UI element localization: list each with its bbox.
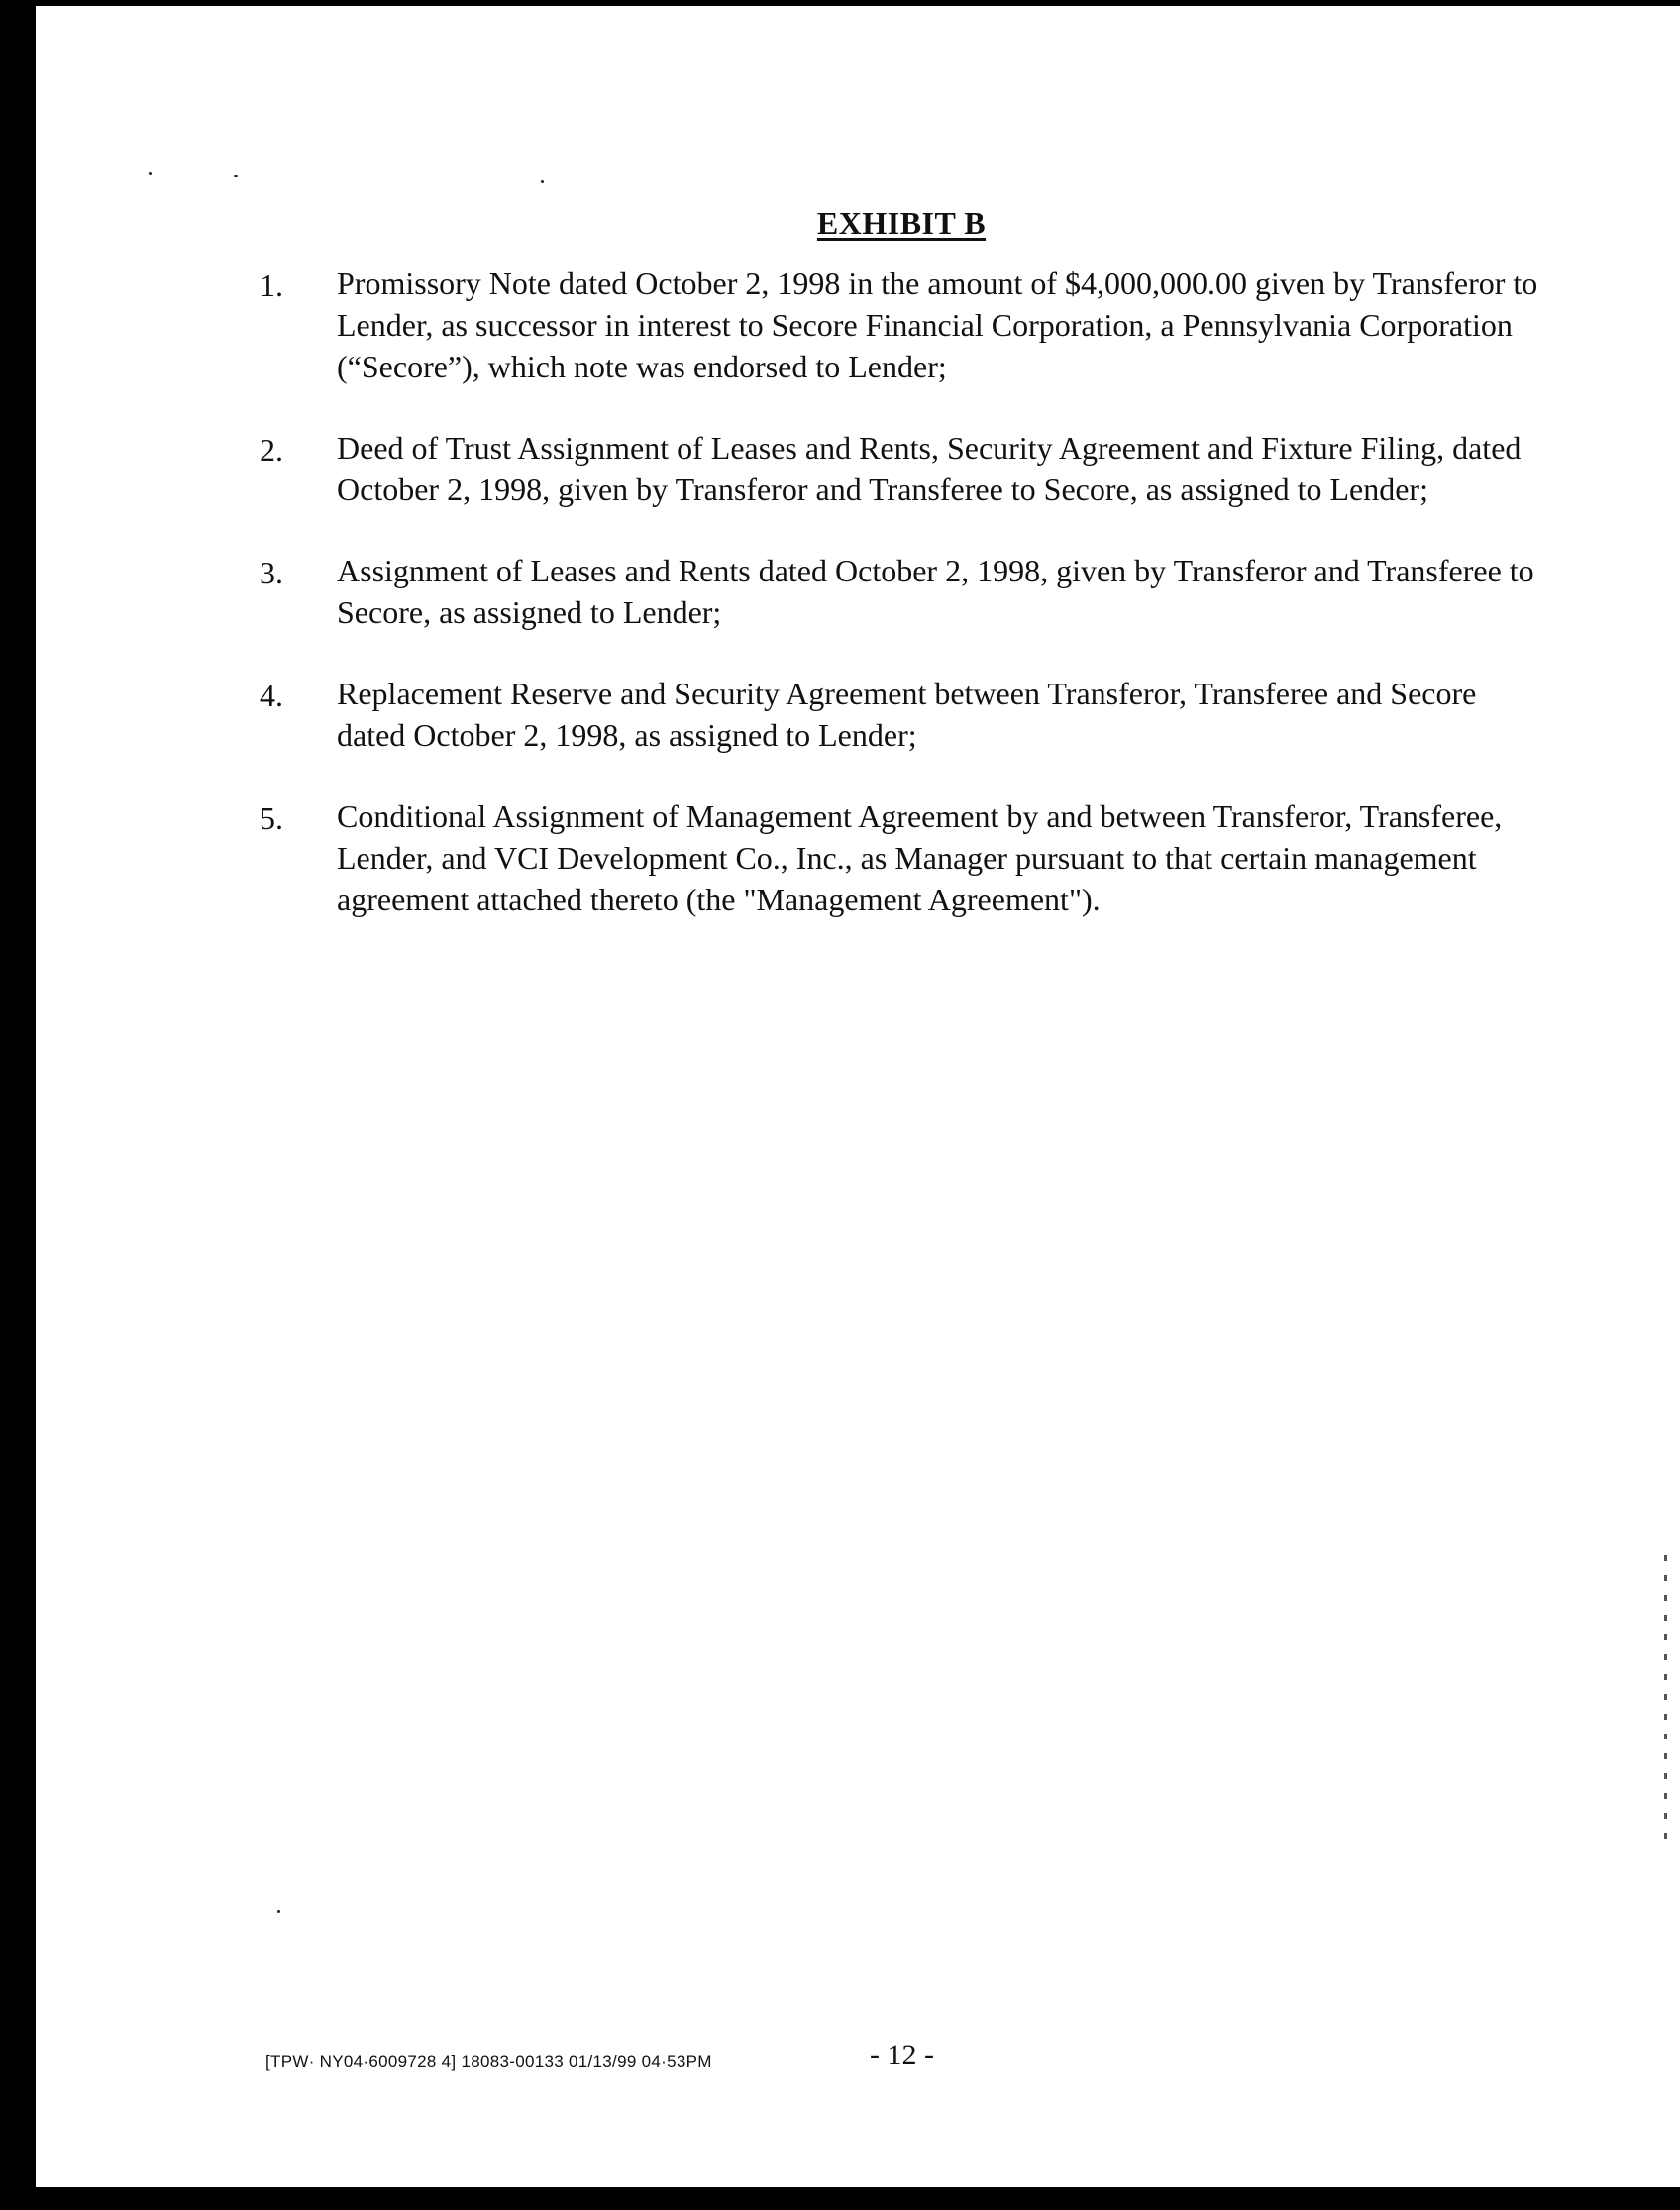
item-number: 1. bbox=[260, 267, 283, 303]
scan-speck bbox=[234, 175, 238, 177]
item-text: Promissory Note dated October 2, 1998 in the amount of $4,000,000.00 given by Transferor to Lender, as successor in interest to Secore Financial Corporation, a Pennsylvania Corporation (“Secore”), which note was endorsed to Lender; bbox=[337, 265, 1538, 384]
page-title: EXHIBIT B bbox=[816, 205, 987, 242]
list-item bbox=[260, 263, 1547, 387]
margin-scan-marks bbox=[1660, 1555, 1674, 1912]
item-number: 3. bbox=[260, 555, 283, 590]
item-text: Assignment of Leases and Rents dated October 2, 1998, given by Transferor and Transferee to Secore, as assigned to Lender; bbox=[337, 553, 1534, 630]
list-item bbox=[260, 795, 1547, 920]
item-number: 4. bbox=[260, 678, 283, 713]
scan-speck bbox=[149, 172, 152, 175]
footer-document-reference: [TPW· NY04·6009728 4] 18083-00133 01/13/99 04·53PM bbox=[265, 2052, 712, 2071]
scan-edge-left bbox=[0, 0, 36, 2210]
scan-speck bbox=[541, 180, 544, 183]
scan-edge-top bbox=[0, 0, 1680, 6]
item-number: 2. bbox=[260, 432, 283, 468]
item-number: 5. bbox=[260, 800, 283, 836]
scan-speck bbox=[277, 1910, 280, 1913]
item-text: Conditional Assignment of Management Agreement by and between Transferor, Transferee, Lender, and VCI Development Co., Inc., as Manager pursuant to that certain management agreement attached thereto (the "Management Agreement"). bbox=[337, 798, 1503, 917]
list-item bbox=[260, 550, 1547, 633]
exhibit-list bbox=[260, 263, 1547, 960]
list-item bbox=[260, 673, 1547, 756]
item-text: Deed of Trust Assignment of Leases and Rents, Security Agreement and Fixture Filing, dated October 2, 1998, given by Transferor and Transferee to Secore, as assigned to Lender; bbox=[337, 430, 1522, 507]
item-text: Replacement Reserve and Security Agreement between Transferor, Transferee and Secore dated October 2, 1998, as assigned to Lender; bbox=[337, 676, 1477, 753]
list-item bbox=[260, 427, 1547, 510]
scan-edge-bottom bbox=[0, 2187, 1680, 2210]
page-number: - 12 - bbox=[870, 2039, 934, 2071]
